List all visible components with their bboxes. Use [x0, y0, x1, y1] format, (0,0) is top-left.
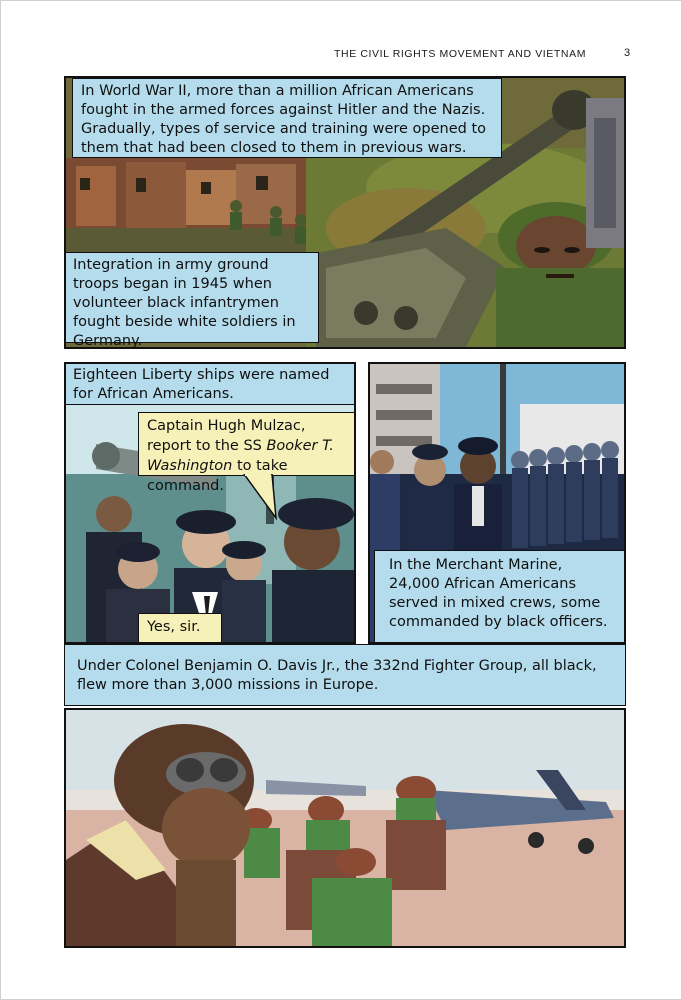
caption-wwii-service: In World War II, more than a million African Americans fought in the armed forces against Hitler and the Nazis. Gradually, types of service and training were opened to them that had been closed to them in previous wars. — [72, 78, 502, 158]
speech-bubble-orders — [138, 412, 356, 494]
caption-liberty-ships: Eighteen Liberty ships were named for African Americans. — [64, 362, 356, 405]
bubble-text-part2: to take command. — [147, 458, 288, 494]
panel-airfield — [64, 708, 626, 948]
airfield-illustration — [66, 710, 624, 946]
speech-bubble-reply: Yes, sir. — [138, 613, 222, 643]
panel-liberty-ship — [64, 362, 356, 644]
caption-332nd-fighter-group: Under Colonel Benjamin O. Davis Jr., the 332nd Fighter Group, all black, flew more than 3,000 missions in Europe. — [64, 644, 626, 706]
liberty-ship-illustration — [66, 364, 354, 642]
speech-bubble-tail-orders — [236, 474, 296, 524]
caption-integration-1945: Integration in army ground troops began in 1945 when volunteer black infantrymen fought beside white soldiers in Germany. — [64, 252, 319, 343]
ship-name-booker-t-washington: Booker T. Washington — [147, 438, 334, 474]
panel-merchant-marine — [368, 362, 626, 644]
running-head: THE CIVIL RIGHTS MOVEMENT AND VIETNAM — [334, 48, 587, 60]
caption-merchant-marine: In the Merchant Marine, 24,000 African Americans served in mixed crews, some commanded by black officers. — [374, 550, 626, 644]
panel-tank-infantry — [64, 76, 626, 349]
page-number: 3 — [624, 47, 631, 59]
bubble-text-part1: Captain Hugh Mulzac, report to the SS — [147, 418, 306, 454]
